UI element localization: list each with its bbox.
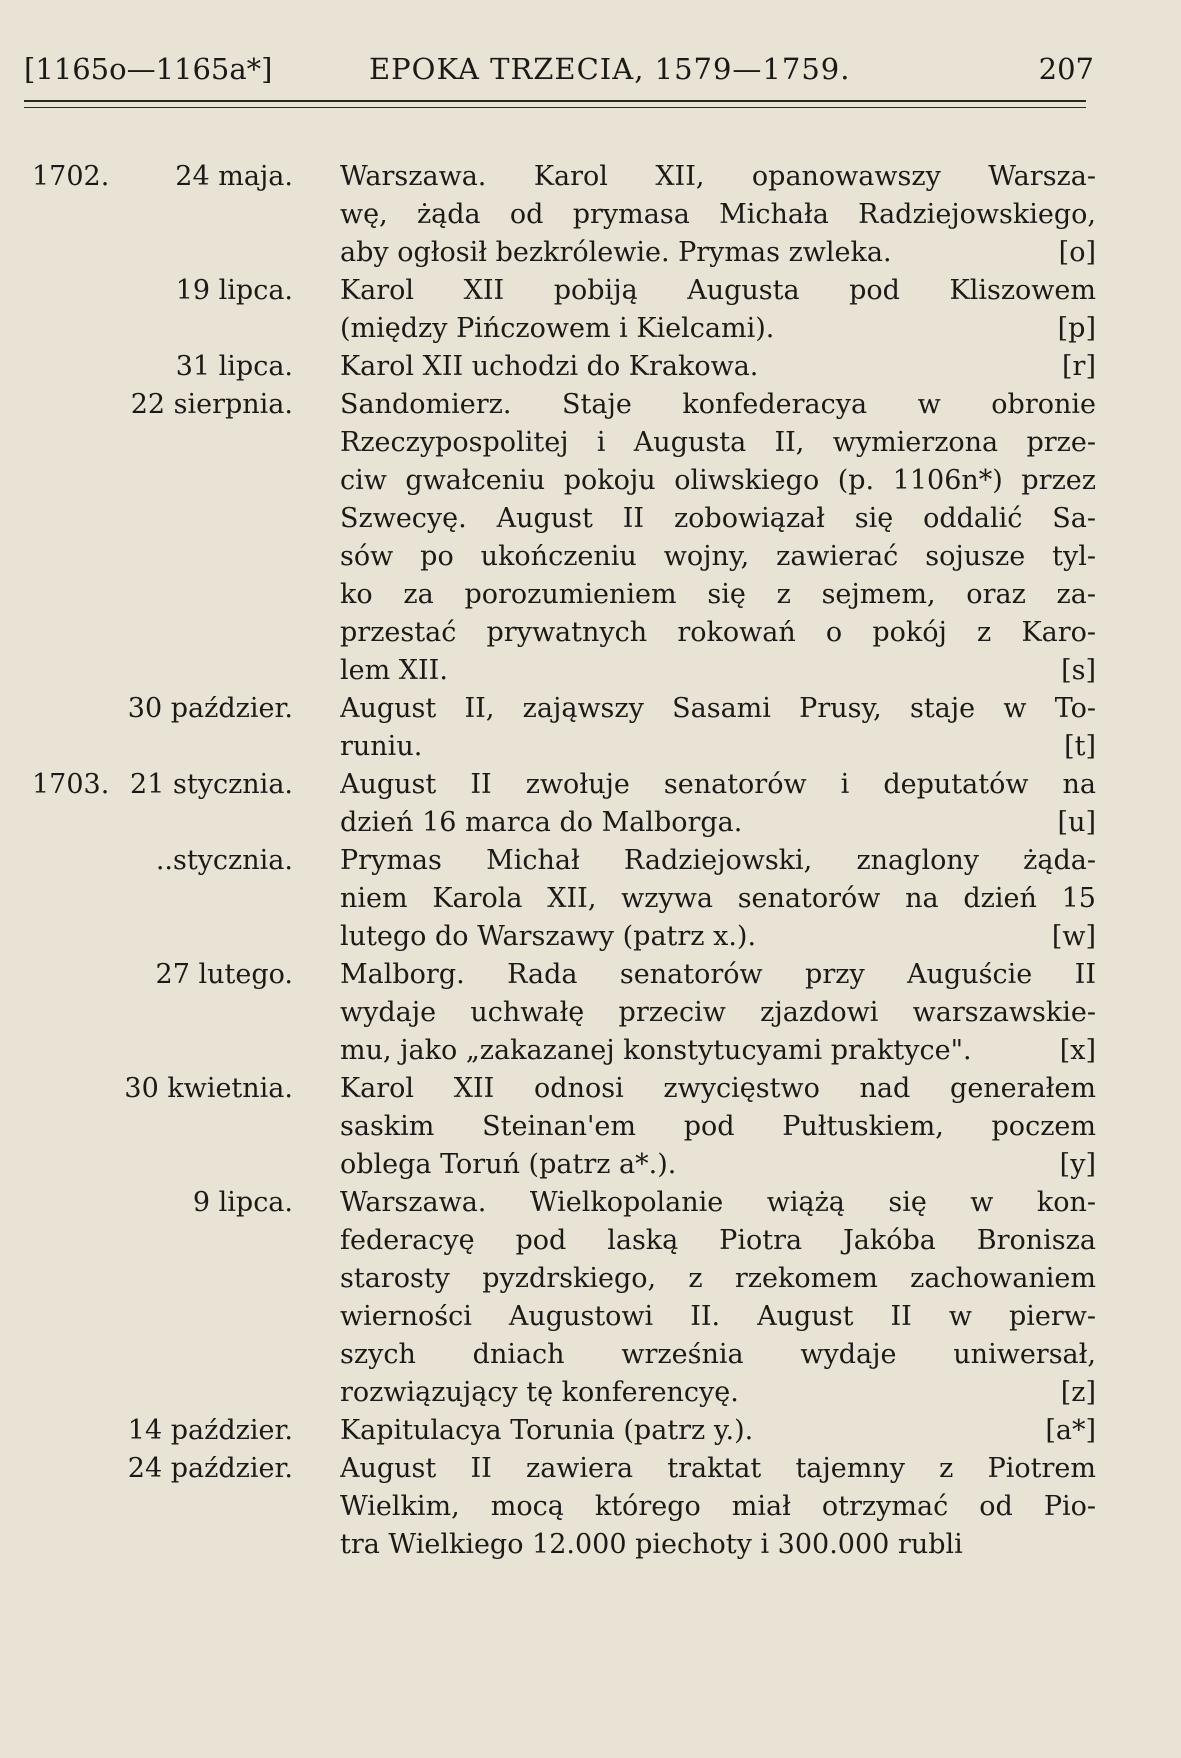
text-line: wierności Augustowi II. August II w pierw- — [340, 1301, 1096, 1332]
header-rule — [24, 100, 1086, 102]
chronology-entry — [0, 1070, 1181, 1184]
text-line: aby ogłosił bezkrólewie. Prymas zwleka. — [340, 237, 892, 268]
header-rule-thin — [24, 107, 1086, 108]
entry-text — [340, 348, 1096, 386]
entry-year: 1703. — [32, 769, 110, 800]
text-line: August II, zająwszy Sasami Prusy, staje w To- — [340, 693, 1096, 724]
chronology-entry — [0, 842, 1181, 956]
page-header — [24, 52, 1094, 92]
text-line: wę, żąda od prymasa Michała Radziejowskiego, — [340, 199, 1096, 230]
text-line: Rzeczypospolitej i Augusta II, wymierzona prze- — [340, 427, 1096, 458]
text-line: przestać prywatnych rokowań o pokój z Karo- — [340, 617, 1096, 648]
text-line: mu, jako „zakazanej konstytucyami praktyce". — [340, 1035, 972, 1066]
reference-mark: [u] — [1057, 807, 1096, 838]
entry-year: 1702. — [32, 161, 110, 192]
entry-date: 14 paździer. — [127, 1415, 293, 1446]
entry-text — [340, 158, 1096, 272]
reference-mark: [t] — [1064, 731, 1096, 762]
entry-date: 21 stycznia. — [130, 769, 293, 800]
chronology-entry — [0, 272, 1181, 348]
entry-date: 24 maja. — [175, 161, 293, 192]
text-line: lem XII. — [340, 655, 448, 686]
chronology-entry — [0, 956, 1181, 1070]
text-line: Karol XII uchodzi do Krakowa. — [340, 351, 759, 382]
entry-date: 9 lipca. — [192, 1187, 293, 1218]
chronology-entry — [0, 158, 1181, 272]
entry-date: 31 lipca. — [175, 351, 293, 382]
entry-text — [340, 1412, 1096, 1450]
text-line: szych dniach września wydaje uniwersał, — [340, 1339, 1096, 1370]
text-line: August II zwołuje senatorów i deputatów na — [340, 769, 1096, 800]
reference-mark: [x] — [1059, 1035, 1096, 1066]
entry-text — [340, 1184, 1096, 1412]
text-line: dzień 16 marca do Malborga. — [340, 807, 743, 838]
text-line: Wielkim, mocą którego miał otrzymać od Pio- — [340, 1491, 1096, 1522]
text-line: Karol XII pobiją Augusta pod Kliszowem — [340, 275, 1096, 306]
text-line: tra Wielkiego 12.000 piechoty i 300.000 rubli — [340, 1529, 963, 1560]
text-line: rozwiązujący tę konferencyę. — [340, 1377, 739, 1408]
reference-mark: [p] — [1057, 313, 1096, 344]
entry-text — [340, 690, 1096, 766]
entry-text — [340, 272, 1096, 348]
chronology-entry — [0, 386, 1181, 690]
text-line: lutego do Warszawy (patrz x.). — [340, 921, 757, 952]
reference-mark: [s] — [1061, 655, 1096, 686]
chronology-entry — [0, 1412, 1181, 1450]
entry-date: 30 kwietnia. — [124, 1073, 293, 1104]
entry-date: 22 sierpnia. — [130, 389, 293, 420]
entry-date: 30 paździer. — [127, 693, 293, 724]
text-line: Warszawa. Wielkopolanie wiążą się w kon- — [340, 1187, 1096, 1218]
entry-date: 27 lutego. — [155, 959, 293, 990]
reference-mark: [o] — [1058, 237, 1096, 268]
entry-text — [340, 956, 1096, 1070]
text-line: federacyę pod laską Piotra Jakóba Bronisza — [340, 1225, 1096, 1256]
chronology-entry — [0, 1184, 1181, 1412]
text-line: Prymas Michał Radziejowski, znaglony żąda- — [340, 845, 1096, 876]
text-line: Malborg. Rada senatorów przy Auguście II — [340, 959, 1096, 990]
chronology-entry — [0, 1450, 1181, 1564]
entry-date: 19 lipca. — [175, 275, 293, 306]
text-line: ciw gwałceniu pokoju oliwskiego (p. 1106n*) przez — [340, 465, 1096, 496]
text-line: Warszawa. Karol XII, opanowawszy Warsza- — [340, 161, 1096, 192]
entry-date: ..stycznia. — [155, 845, 293, 876]
reference-mark: [y] — [1059, 1149, 1096, 1180]
text-line: sów po ukończeniu wojny, zawierać sojusze tyl- — [340, 541, 1096, 572]
text-line: wydaje uchwałę przeciw zjazdowi warszawskie- — [340, 997, 1096, 1028]
chronology-entry — [0, 690, 1181, 766]
entry-text — [340, 842, 1096, 956]
text-line: niem Karola XII, wzywa senatorów na dzień 15 — [340, 883, 1096, 914]
text-line: Karol XII odnosi zwycięstwo nad generałem — [340, 1073, 1096, 1104]
text-line: oblega Toruń (patrz a*.). — [340, 1149, 677, 1180]
section-range: [1165o—1165a*] — [24, 52, 273, 86]
chronology-list — [0, 158, 1181, 1564]
chronology-entry — [0, 766, 1181, 842]
page-number: 207 — [1038, 52, 1094, 86]
reference-mark: [a*] — [1045, 1415, 1096, 1446]
entry-text — [340, 1450, 1096, 1564]
running-title: EPOKA TRZECIA, 1579—1759. — [369, 52, 851, 86]
text-line: starosty pyzdrskiego, z rzekomem zachowaniem — [340, 1263, 1096, 1294]
text-line: (między Pińczowem i Kielcami). — [340, 313, 775, 344]
text-line: Szwecyę. August II zobowiązał się oddalić Sa- — [340, 503, 1096, 534]
text-line: runiu. — [340, 731, 423, 762]
entry-date: 24 paździer. — [127, 1453, 293, 1484]
reference-mark: [z] — [1060, 1377, 1096, 1408]
text-line: August II zawiera traktat tajemny z Piotrem — [340, 1453, 1096, 1484]
reference-mark: [r] — [1062, 351, 1096, 382]
text-line: Kapitulacya Torunia (patrz y.). — [340, 1415, 754, 1446]
chronology-entry — [0, 348, 1181, 386]
entry-text — [340, 766, 1096, 842]
text-line: saskim Steinan'em pod Pułtuskiem, poczem — [340, 1111, 1096, 1142]
text-line: Sandomierz. Staje konfederacya w obronie — [340, 389, 1096, 420]
reference-mark: [w] — [1051, 921, 1096, 952]
entry-text — [340, 1070, 1096, 1184]
entry-text — [340, 386, 1096, 690]
text-line: ko za porozumieniem się z sejmem, oraz za- — [340, 579, 1096, 610]
